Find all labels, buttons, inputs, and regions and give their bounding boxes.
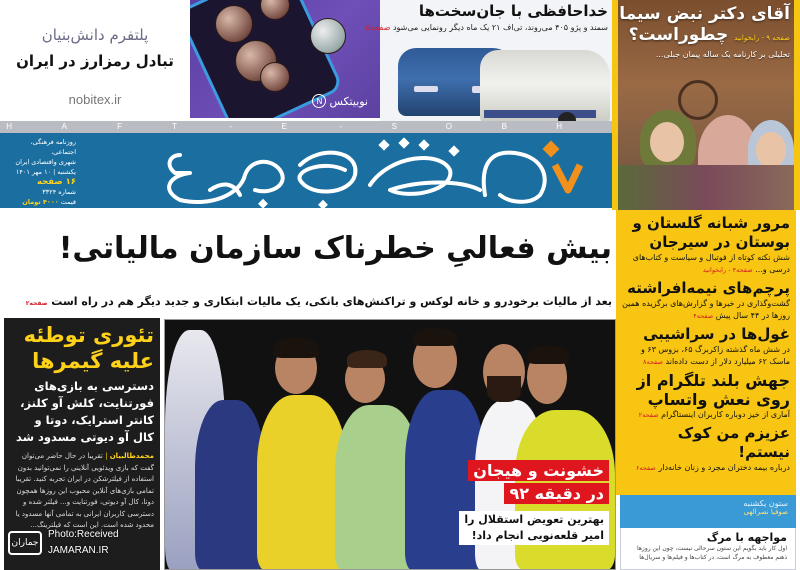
story-sub: درباره بیمه دختران مجرد و زنان خانه‌دار [658, 463, 790, 472]
page-ref: صفحه۲ [638, 411, 659, 419]
photo-watermark [6, 525, 156, 565]
strip-letter: A [61, 122, 67, 131]
ad-title: تبادل رمزارز در ایران [16, 52, 174, 70]
page-ref: صفحه ۹ - رابخوانید [734, 34, 790, 42]
nobitex-brand [312, 94, 368, 108]
photo-caption-red: در دقیقه ۹۲ [504, 483, 609, 504]
cars-subhead [366, 23, 608, 32]
strip-letter: H [556, 122, 562, 131]
gamers-lead: دسترسی به بازی‌های فورتنایت، کلش آو کلنز، کانتر استرایک، دوتا و کال آو دیوتی مسدود شد [16, 379, 154, 444]
story-sub: شش نکته کوتاه از فوتبال و سیاست و کتاب‌های درسی و... [632, 253, 790, 274]
page-count: ۱۶ صفحه [37, 177, 76, 187]
watermark-source: JAMARAN.IR [48, 545, 109, 556]
caption-line: امیر قلعه‌نویی انجام داد! [471, 529, 604, 542]
sidebar-story[interactable] [622, 424, 790, 474]
price-label: قیمت [60, 198, 76, 206]
coin-icon [260, 62, 290, 92]
player-blue [195, 400, 265, 570]
strip-letter: F [117, 122, 122, 131]
sidebar-story[interactable] [622, 325, 790, 368]
player-beard [487, 376, 521, 402]
page-ref: صفحه۲ [25, 300, 48, 307]
price-value: ۴۰۰۰ [42, 198, 59, 206]
right-sidebar-stories [616, 210, 796, 495]
face [756, 132, 786, 168]
story-headline: پرچم‌های نیمه‌افراشته [627, 279, 790, 297]
issue-date: یکشنبه | ۱۰ مهر ۱۴۰۱ [15, 168, 76, 176]
cars-story[interactable] [365, 0, 612, 126]
price [6, 197, 76, 207]
player-hair [273, 338, 319, 358]
paper-description: شهری واقتصادی ایران [15, 158, 76, 166]
headline-text: چطوراست؟ [628, 25, 729, 45]
story-sub: گشت‌وگذاری در خبرها و گزارش‌های برگزیده همین روزها در ۴۴ سال پیش [622, 299, 790, 320]
issue-info [6, 137, 76, 207]
strip-letter: S [391, 122, 397, 131]
watermark-credit: Photo:Received [48, 529, 119, 540]
masthead [0, 133, 612, 208]
gamers-headline [10, 322, 154, 374]
ad-url-link[interactable]: nobitex.ir [68, 92, 122, 107]
headlight [414, 86, 438, 92]
strip-letter: - [229, 122, 232, 131]
story-headline: مرور شبانه گلستان و بوستان در سیرجان [632, 214, 790, 251]
player-hair [527, 346, 569, 364]
strip-letter: O [445, 122, 452, 131]
bumper-stripe [484, 110, 596, 118]
sidebar-story[interactable] [622, 214, 790, 276]
issue-number: شماره ۳۳۲۴ [42, 188, 76, 196]
wall-clock [678, 80, 718, 120]
ad-text-panel [0, 0, 190, 118]
headline-line: آقای دکتر نبض سیما [619, 4, 790, 24]
gamers-body: محمدطالبیان | تقریبا در حال حاضر می‌توان گفت که بازی ویدئویی آنلاینی را نمی‌توانید بدون استفاده از فیلترشکن در ایران تجربه کنید. تقریبا تمامی بازی‌های آنلاین محبوب این روزها همچون دوتا، کال آو دیوتی، فورتنایت و... فیلتر شده و دسترسی کاربران ایرانی به تمامی آنها مسدود یا محدود شده است. این است که فیلترینگ... [15, 452, 154, 529]
nobitex-ad[interactable] [0, 0, 380, 118]
nobitex-logo-icon: N [312, 94, 326, 108]
page-ref: صفحه۴ - رابخوانید [702, 266, 753, 274]
strip-letter: - [339, 122, 342, 131]
page-ref: صفحه۴ [693, 312, 714, 320]
brand-name: نوبیتکس [329, 94, 368, 108]
body-text: تقریبا در حال حاضر می‌توان گفت که بازی ویدئویی آنلاینی را نمی‌توانید بدون استفاده از فیلترشکن در ایران تجربه کنید. تقریبا تمامی بازی‌های آنلاین محبوب این روزها همچون دوتا، کال آو دیوتی، فورتنایت و... فیلتر شده و دسترسی کاربران ایرانی به تمامی آنها مسدود یا محدود شده است. این است که فیلترینگ... [15, 452, 154, 529]
cars-subhead-text: سمند و پژو ۴۰۵ می‌روند، تی‌اف ۲۱ یک ماه دیگر رونمایی می‌شود [392, 23, 608, 32]
column-text: اول کار باید بگویم این ستون سرحالی نیست، چون این روزها ذهنم معطوف به مرگ است، در کتاب‌ها و فیلم‌ها و سریال‌ها [636, 545, 787, 561]
column-header [620, 495, 796, 528]
page-ref: صفحه۸ [642, 358, 663, 366]
column-author: صوفیا نصرالهی [743, 508, 788, 516]
tv-feature-subhead: تحلیلی بر کارنامه یک ساله پیمان جبلی... [655, 50, 790, 59]
page-ref: صفحه۵ [365, 23, 391, 32]
caption-line: بهترین تعویض استقلال را [464, 513, 604, 526]
sidebar-story[interactable] [622, 279, 790, 322]
coin-icon [310, 18, 346, 54]
story-sub: آماری از خیز دوباره کاربران اینستاگرام [661, 410, 790, 419]
haft-e-sobh-logo [150, 135, 600, 208]
photo-caption-white [459, 511, 609, 545]
story-headline: غول‌ها در سراشیبی [643, 325, 790, 343]
strip-letter: E [281, 122, 287, 131]
story-headline: عزیزم من کوک نیستم! [677, 424, 790, 461]
cars-headline: خداحافظی با جان‌سخت‌ها [418, 2, 608, 20]
player-yellow [257, 395, 347, 570]
main-headline[interactable]: بیش فعالیِ خطرناک سازمان مالیاتی! [58, 231, 612, 266]
author-name: محمدطالبیان [109, 452, 154, 460]
column-label: ستون یکشنبه [743, 499, 788, 508]
headline-line: علیه گیمرها [32, 349, 154, 373]
price-unit: تومان [22, 198, 41, 206]
headline-line: تئوری توطئه [23, 323, 154, 347]
sidebar-story[interactable] [622, 371, 790, 421]
strip-letter: T [172, 122, 177, 131]
face [650, 122, 684, 162]
story-sub: در شش ماه گذشته زاکربرگ ۶۵، بزوس ۶۳ و ماسک ۶۲ میلیارد دلار از دست داده‌اند [640, 345, 790, 366]
story-headline: جهش بلند تلگرام از روی نعش واتساپ [636, 371, 790, 409]
page-ref: صفحه۶ [635, 464, 656, 472]
photo-caption-red: خشونت و هیجان [468, 460, 609, 481]
player-hair [413, 328, 457, 346]
main-subhead [4, 295, 612, 308]
column-body [620, 528, 796, 570]
clothing [618, 165, 794, 210]
main-subhead-text: بعد از مالیات برخودرو و خانه لوکس و تراکنش‌های بانکی، یک مالیات ابتکاری و جدید دیگر هم در راه است [51, 295, 612, 308]
referee-hair [347, 350, 387, 368]
column-title: مواجهه با مرگ [706, 531, 787, 544]
coin-icon [215, 5, 253, 43]
tv-feature-story[interactable] [612, 0, 800, 210]
sunday-column[interactable] [620, 495, 796, 570]
football-photo[interactable] [164, 319, 616, 570]
ad-tagline: پلتفرم دانش‌بنیان [41, 26, 149, 44]
haft-e-sobh-letter-strip [0, 121, 612, 133]
jamaran-logo-icon: جماران [8, 531, 42, 555]
tv-feature-headline [619, 4, 790, 49]
paper-description: روزنامه فرهنگی، اجتماعی، [30, 138, 76, 156]
strip-letter: H [6, 122, 12, 131]
headline-line [619, 25, 790, 49]
logo-seven-icon [555, 165, 580, 190]
strip-letter: B [501, 122, 507, 131]
ad-crypto-image [190, 0, 380, 118]
